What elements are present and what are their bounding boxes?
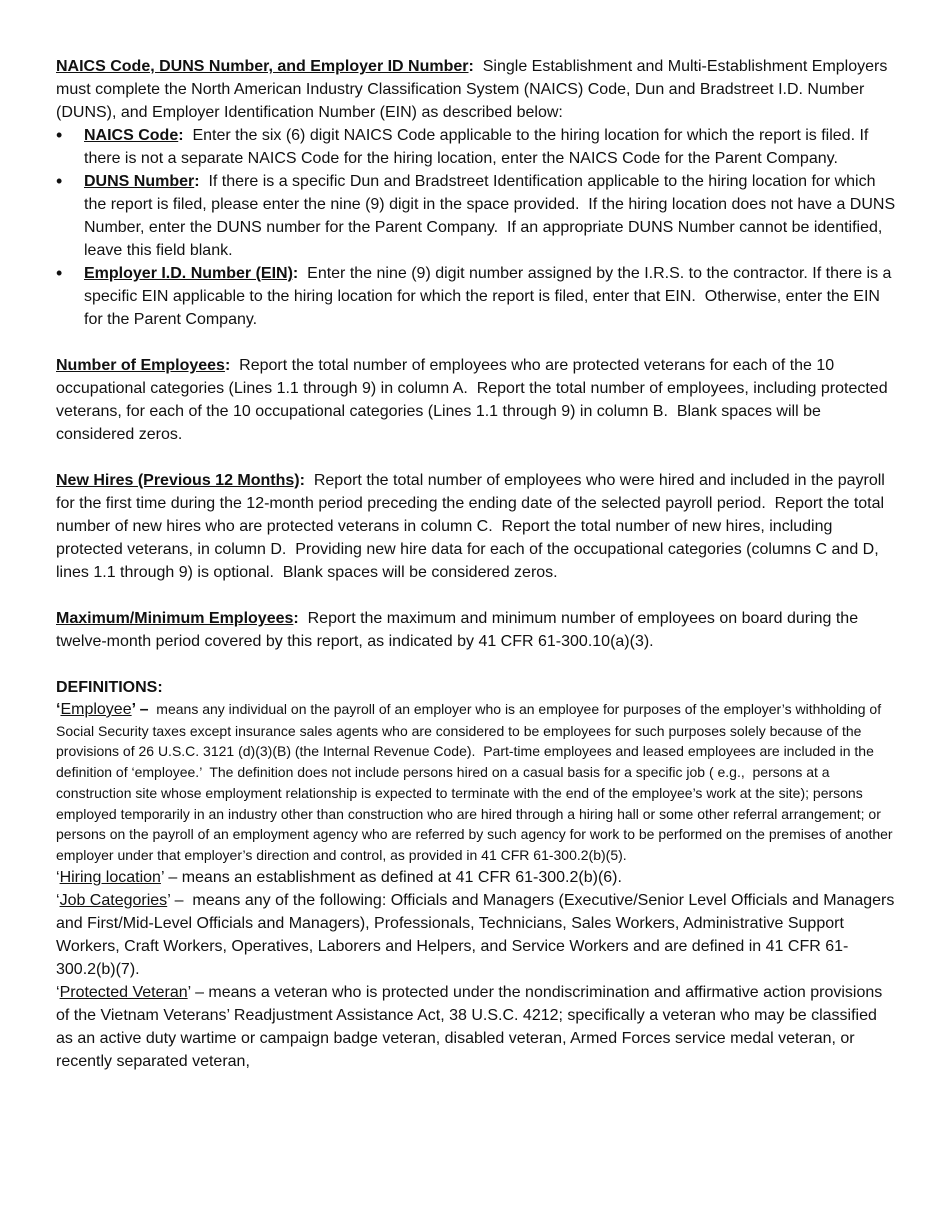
spacer <box>56 584 896 607</box>
open-quote: ‘ <box>56 701 61 718</box>
new-hires-text: Report the total number of employees who were hired and included in the payroll for the first time during the 12-month period preceding the ending date of the selected payroll period. Report the total number of new hires who are protected veterans in column C. Report the total number of new hires, including protected veterans, in column D. Providing new hire data for each of the occupational categories (columns C and D, lines 1.1 through 9) is optional. Blank spaces will be considered zeros. <box>56 472 890 581</box>
naics-duns-ein-paragraph <box>56 55 896 124</box>
bullet-duns-number <box>56 170 900 262</box>
heading-colon: : <box>299 472 305 489</box>
heading-colon: : <box>293 610 299 627</box>
new-hires-heading: New Hires (Previous 12 Months) <box>56 472 300 489</box>
open-quote: ‘ <box>56 891 60 909</box>
definition-term-hiring-location: Hiring location <box>59 868 161 886</box>
bullet-term: NAICS Code <box>84 127 179 144</box>
number-of-employees-text: Report the total number of employees who are protected veterans for each of the 10 occupational categories (Lines 1.1 through 9) in column A. Report the total number of employees, including protected veterans, for each of the 10 occupational categories (Lines 1.1 through 9) in column B. Blank spaces will be considered zeros. <box>56 357 893 443</box>
document-page <box>56 55 900 1073</box>
definition-text-protected-veteran: ’ – means a veteran who is protected under the nondiscrimination and affirmative action provisions of the Vietnam Veterans’ Readjustment Assistance Act, 38 U.S.C. 4212; specifically a veteran who may be classified as an active duty wartime or campaign badge veteran, disabled veteran, Armed Forces service medal veteran, or recently separated veteran, <box>56 983 887 1070</box>
bullet-colon: : <box>292 265 299 282</box>
bullet-employer-id-number <box>56 262 896 331</box>
bullet-term: DUNS Number <box>84 173 195 190</box>
open-quote: ‘ <box>56 983 60 1001</box>
new-hires-paragraph <box>56 469 896 584</box>
heading-colon: : <box>468 58 474 75</box>
bullet-term: Employer I.D. Number (EIN) <box>84 265 293 282</box>
naics-duns-ein-intro: Single Establishment and Multi-Establishment Employers must complete the North American Industry Classification System (NAICS) Code, Dun and Bradstreet I.D. Number (DUNS), and Employer Identification Number (EIN) as described below: <box>56 58 892 121</box>
definition-employee <box>56 699 896 866</box>
id-number-bullet-list <box>56 124 900 331</box>
bullet-text: Enter the six (6) digit NAICS Code applicable to the hiring location for which the report is filed. If there is not a separate NAICS Code for the hiring location, enter the NAICS Code for the Parent Company. <box>84 127 873 167</box>
bullet-text: Enter the nine (9) digit number assigned by the I.R.S. to the contractor. If there is a specific EIN applicable to the hiring location for which the report is filed, enter that EIN. Otherwise, enter the EIN for the Parent Company. <box>84 265 896 328</box>
bullet-naics-code <box>56 124 896 170</box>
definition-term-protected-veteran: Protected Veteran <box>59 983 188 1001</box>
definition-job-categories <box>56 889 899 981</box>
definition-text-job-categories: ’ – means any of the following: Officials and Managers (Executive/Senior Level Officials and Managers and First/Mid-Level Officials and Managers), Professionals, Technicians, Sales Workers, Administrative Support Workers, Craft Workers, Operatives, Laborers and Helpers, and Service Workers and are defined in 41 CFR 61-300.2(b)(7). <box>56 891 899 978</box>
definition-term-employee: Employee <box>60 701 132 718</box>
bullet-colon: : <box>194 173 200 190</box>
bullet-colon: : <box>178 127 184 144</box>
definition-term-job-categories: Job Categories <box>59 891 168 909</box>
close-quote-dash: ’ – <box>131 701 149 718</box>
definitions-heading: DEFINITIONS: <box>56 679 163 696</box>
heading-colon: : <box>224 357 231 374</box>
spacer <box>56 446 896 469</box>
number-of-employees-paragraph <box>56 354 896 446</box>
definition-protected-veteran <box>56 981 896 1073</box>
spacer <box>56 653 896 676</box>
spacer <box>56 331 896 354</box>
open-quote: ‘ <box>56 868 60 886</box>
definition-text-hiring-location: ’ – means an establishment as defined at 41 CFR 61-300.2(b)(6). <box>160 868 622 886</box>
naics-duns-ein-heading: NAICS Code, DUNS Number, and Employer ID Number <box>56 58 469 75</box>
definition-hiring-location <box>56 866 896 889</box>
number-of-employees-heading: Number of Employees <box>56 357 225 374</box>
max-min-employees-paragraph <box>56 607 896 653</box>
max-min-employees-heading: Maximum/Minimum Employees <box>56 610 294 627</box>
max-min-employees-text: Report the maximum and minimum number of employees on board during the twelve-month period covered by this report, as indicated by 41 CFR 61-300.10(a)(3). <box>56 610 863 650</box>
bullet-text: If there is a specific Dun and Bradstreet Identification applicable to the hiring location for which the report is filed, please enter the nine (9) digit in the space provided. If the hiring location does not have a DUNS Number, enter the DUNS number for the Parent Company. If an appropriate DUNS Number cannot be identified, leave this field blank. <box>84 173 900 259</box>
definition-text-employee: means any individual on the payroll of an employer who is an employee for purposes of the employer’s withholding of Social Security taxes except insurance sales agents who are considered to be employees for such purposes solely because of the provisions of 26 U.S.C. 3121 (d)(3)(B) (the Internal Revenue Code). Part-time employees and leased employees are included in the definition of ‘employee.’ The definition does not include persons hired on a casual basis for a specific job ( e.g., persons at a construction site whose employment relationship is expected to terminate with the end of the employee’s work at the site); persons employed temporarily in an industry other than construction who are hired through a hiring hall or some other referral arrangement; or persons on the payroll of an employment agency who are referred by such agency for work to be performed on the premises of another employer under that employer’s direction and control, as provided in 41 CFR 61-300.2(b)(5). <box>56 701 897 863</box>
